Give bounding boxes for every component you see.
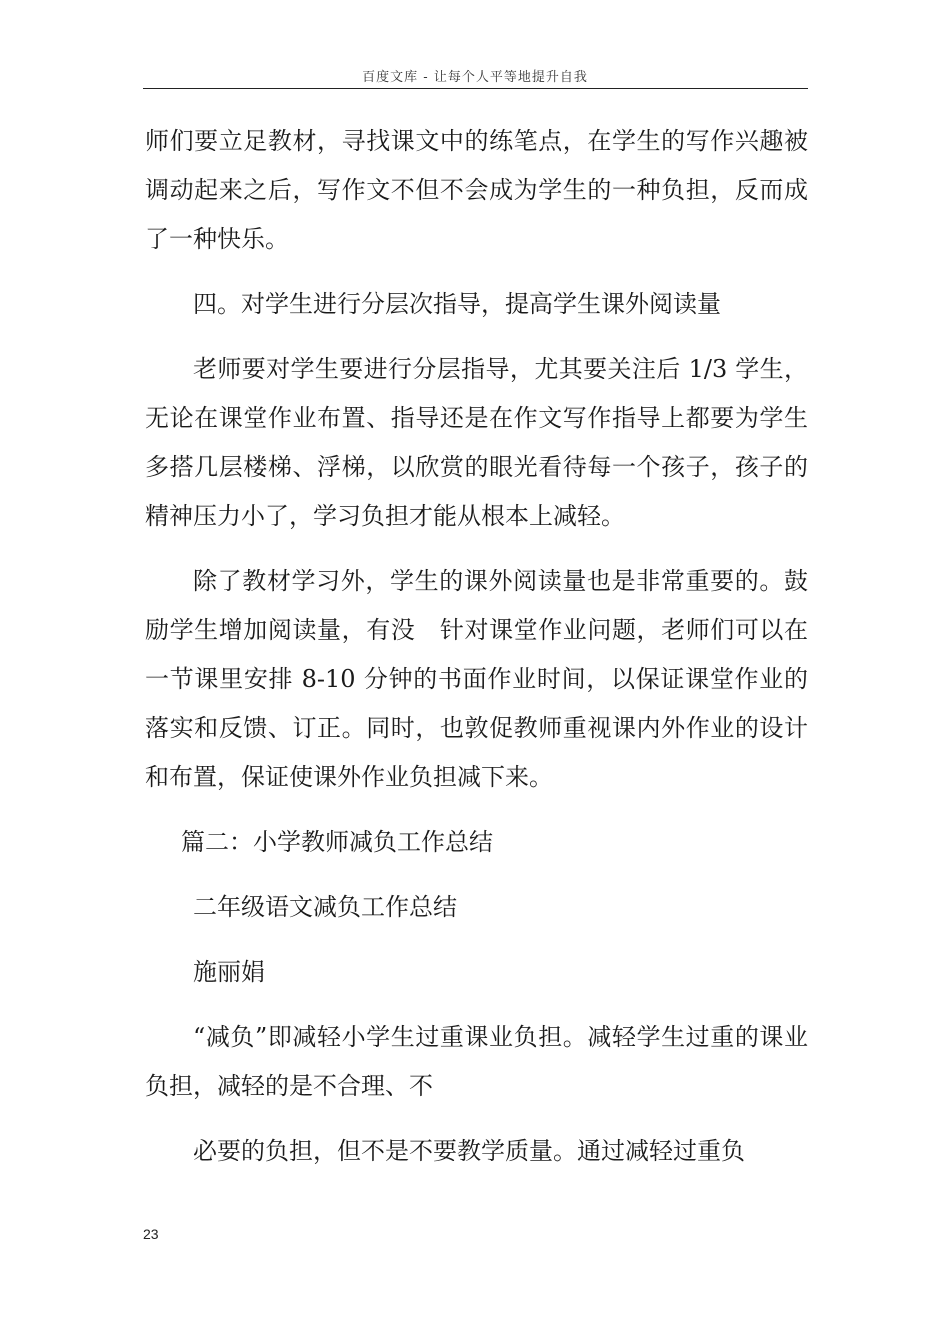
article-title: 篇二：小学教师减负工作总结: [181, 828, 493, 856]
article-subtitle: 二年级语文减负工作总结: [193, 893, 457, 921]
paragraph-burden-continued: 必要的负担，但不是不要教学质量。通过减轻过重负: [193, 1137, 745, 1165]
section-heading-four: 四。对学生进行分层次指导，提高学生课外阅读量: [193, 290, 721, 318]
page-header: 百度文库 - 让每个人平等地提升自我: [362, 70, 588, 85]
paragraph-layered-guidance: 老师要对学生要进行分层指导，尤其要关注后 1/3 学生，无论在课堂作业布置、指导还是在作文写作指导上都要为学生多搭几层楼梯、浮梯，以欣赏的眼光看待每一个孩子，孩子的精神压力小了，学习负担才能从根本上减轻。: [145, 355, 808, 530]
paragraph-continued: 师们要立足教材，寻找课文中的练笔点，在学生的写作兴趣被调动起来之后，写作文不但不会成为学生的一种负担，反而成了一种快乐。: [145, 127, 808, 253]
paragraph-reading-volume: 除了教材学习外，学生的课外阅读量也是非常重要的。鼓励学生增加阅读量，有没 针对课堂作业问题，老师们可以在一节课里安排 8-10 分钟的书面作业时间，以保证课堂作业的落实和反馈、订正。同时，也敦促教师重视课内外作业的设计和布置，保证使课外作业负担减下来。: [145, 567, 808, 791]
header-divider: [143, 88, 808, 89]
page-number: 23: [143, 1226, 159, 1242]
author-name: 施丽娟: [193, 958, 265, 986]
document-body: [145, 117, 808, 1192]
paragraph-burden-definition: “减负”即减轻小学生过重课业负担。减轻学生过重的课业负担，减轻的是不合理、不: [145, 1023, 808, 1100]
